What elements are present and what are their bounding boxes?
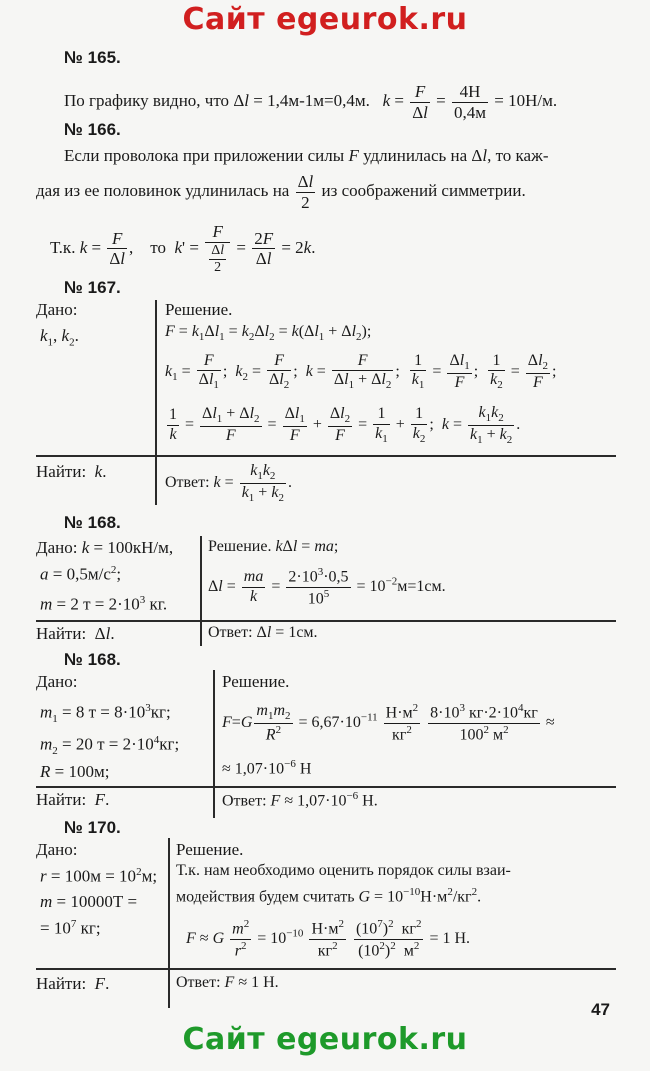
problem-170-eq: F ≈ G $\frac{m^2}{r^2}$ = $10^{-10}$ $\frac{Н\cdot м^2}{кг^2}$ $\frac{(10^7)^2 кг^2}{(10^2)^2 м^2}$ = 1 Н. <box>186 918 471 960</box>
problem-170-hdivider <box>36 968 616 970</box>
problem-167-given-label: Дано: <box>36 300 78 319</box>
problem-168b-title: № 168. <box>64 650 121 669</box>
problem-166-line1: Если проволока при приложении силы F удлинилась на Δl, то каж- <box>64 146 549 165</box>
problem-168b-answer: Ответ: $F \approx 1,07\cdot 10^{-6}$ Н. <box>222 790 378 810</box>
problem-170-find: Найти: F. <box>36 974 110 993</box>
problem-168a-solution: Решение. kΔl = ma; <box>208 538 339 555</box>
problem-168b-given-label: Дано: <box>36 672 78 691</box>
problem-167-find: Найти: k. <box>36 462 107 481</box>
problem-167-divider <box>155 300 157 505</box>
problem-170-given-m: m = 10000Т = <box>40 892 138 911</box>
problem-166-formula: Т.к. k = $\frac{F}{\Delta l}$ , то k' = $\frac{F}{\frac{\Delta l}{2}}$ = $\frac{2F}{\Delta l}$ = 2k. <box>50 222 316 275</box>
site-watermark-top: Сайт egeurok.ru <box>182 2 468 37</box>
problem-170-given-label: Дано: <box>36 840 78 859</box>
problem-170-line2: модействия будем считать $G = 10^{-10}Н\cdot м^2/кг^2$. <box>176 886 482 906</box>
problem-166-title: № 166. <box>64 120 121 139</box>
problem-167-hdivider <box>36 455 616 457</box>
problem-170-answer: Ответ: F ≈ 1 Н. <box>176 974 279 991</box>
problem-168a-hdivider <box>36 620 616 622</box>
page-number: 47 <box>591 1000 610 1019</box>
site-watermark-bottom: Сайт egeurok.ru <box>182 1022 468 1057</box>
problem-165-title: № 165. <box>64 48 121 67</box>
problem-167-answer: Ответ: k = $\frac{k_1k_2}{k_1 + k_2}$ . <box>165 462 292 505</box>
problem-168a-eq: Δl = $\frac{ma}{k}$ = $\frac{2\cdot 10^3\cdot 0,5}{10^5}$ = $10^{-2}м=1см$. <box>208 566 446 608</box>
problem-170-line1: Т.к. нам необходимо оценить порядок силы взаи- <box>176 862 511 879</box>
problem-168a-answer: Ответ: Δl = 1см. <box>208 624 318 641</box>
problem-167-eq2: $k_1$ = $\frac{F}{\Delta l_1}$ ; $k_2$ = $\frac{F}{\Delta l_2}$ ; k = $\frac{F}{\Delta l_1 + \Delta l_2}$ ; $\frac{1}{k_1}$ = $\frac{\Delta l_1}{F}$ ; $\frac{1}{k_2}$ = $\frac{\Delta l_2}{F}$ ; <box>165 352 557 392</box>
problem-168a-divider <box>200 536 202 646</box>
problem-170-divider <box>168 838 170 1008</box>
problem-170-title: № 170. <box>64 818 121 837</box>
problem-168a-given-m: m = 2 $т = 2\cdot 10^3$ кг. <box>40 594 168 614</box>
problem-168b-divider <box>213 670 215 818</box>
problem-165-text: По графику видно, что Δl = 1,4м-1м=0,4м. k = $\frac{F}{\Delta l}$ = $\frac{4Н}{0,4м}$ = 10Н/м. <box>64 82 558 122</box>
problem-168b-eq-result: ≈ $1,07\cdot 10^{-6}$ Н <box>222 758 312 778</box>
problem-166-line2: дая из ее половинок удлинилась на $\frac{\Delta l}{2}$ из соображений симметрии. <box>36 172 526 212</box>
problem-167-title: № 167. <box>64 278 121 297</box>
problem-168a-given-a: $a = 0,5м/с^2$; <box>40 564 122 584</box>
problem-170-given-r: $r = 100м = 10^2м$; <box>40 866 158 886</box>
problem-168a-given: Дано: k = 100кН/м, <box>36 538 174 557</box>
problem-168b-solution-label: Решение. <box>222 672 290 691</box>
problem-168b-find: Найти: F. <box>36 790 110 809</box>
problem-168a-find: Найти: Δl. <box>36 624 115 643</box>
problem-167-given: $k_1$, $k_2$. <box>40 326 79 349</box>
problem-168b-hdivider <box>36 786 616 788</box>
problem-167-eq3: $\frac{1}{k}$ = $\frac{\Delta l_1 + \Delta l_2}{F}$ = $\frac{\Delta l_1}{F}$ + $\frac{\Delta l_2}{F}$ = $\frac{1}{k_1}$ + $\frac{1}{k_2}$ ; k = $\frac{k_1k_2}{k_1 + k_2}$ . <box>169 404 521 447</box>
problem-167-solution-label: Решение. <box>165 300 233 319</box>
problem-170-solution-label: Решение. <box>176 840 244 859</box>
problem-168b-given-m1: $m_1 = 8$ $т = 8\cdot 10^3кг$; <box>40 702 171 726</box>
problem-170-given-m2: = $10^7$ кг; <box>40 918 101 938</box>
problem-168b-given-r: R = 100м; <box>40 762 110 781</box>
problem-168b-given-m2: $m_2 = 20$ $т = 2\cdot 10^4кг$; <box>40 734 180 758</box>
problem-167-eq1: $F = k_1\Delta l_1 = k_2\Delta l_2 = k(\Delta l_1 + \Delta l_2)$; <box>165 323 372 344</box>
problem-168a-title: № 168. <box>64 513 121 532</box>
problem-168b-eq: F=G $\frac{m_1m_2}{R^2}$ = $6,67\cdot 10^{-11}$ $\frac{Н\cdot м^2}{кг^2}$ $\frac{8\cdot 10^3 кг\cdot 2\cdot 10^4кг}{100^2 м^2}$ ≈ <box>222 702 555 744</box>
